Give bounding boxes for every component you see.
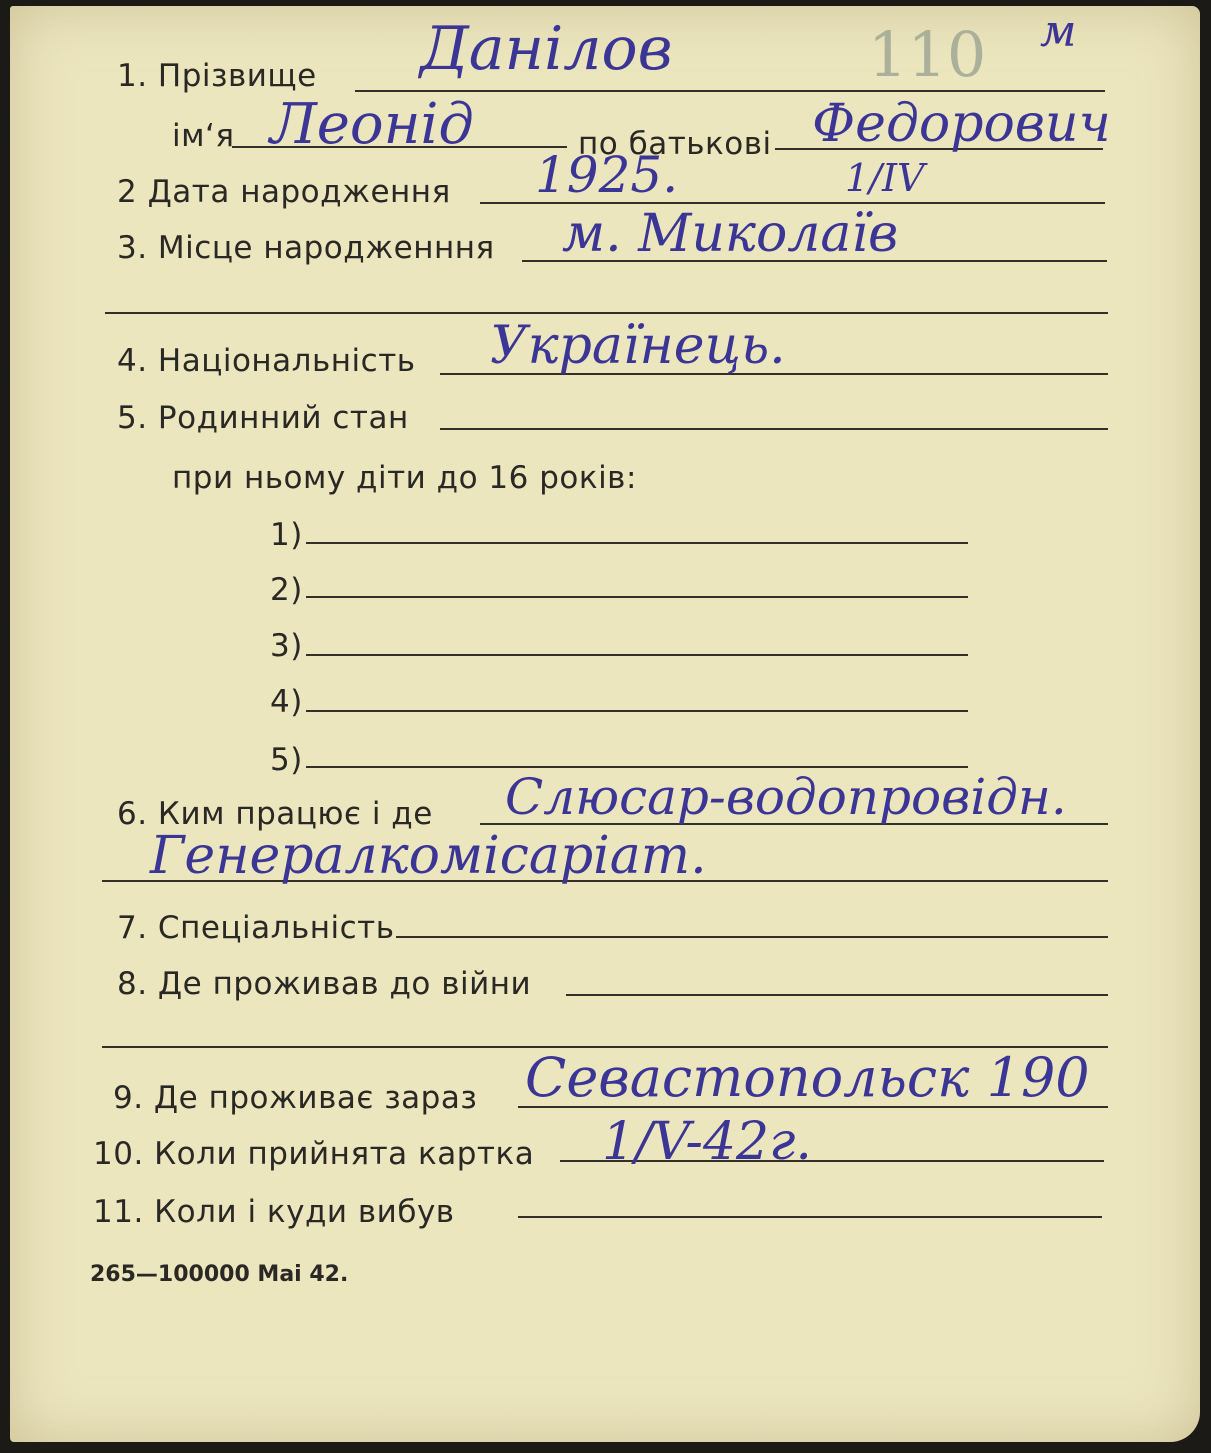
birth-year-value: 1925. <box>535 146 679 204</box>
nationality-label: 4. Національність <box>117 343 416 379</box>
surname-note: м <box>1040 6 1077 57</box>
child-4-line <box>306 710 968 712</box>
birth-day-month-value: 1/IV <box>845 156 925 200</box>
child-5-label: 5) <box>270 742 303 778</box>
nationality-value: Українець. <box>490 316 786 376</box>
patronymic-value: Федорович <box>812 94 1111 154</box>
work-value-line2: Генералкомісаріат. <box>150 826 707 886</box>
child-3-label: 3) <box>270 628 303 664</box>
marital-status-label: 5. Родинний стан <box>117 400 409 436</box>
child-1-label: 1) <box>270 517 303 553</box>
children-header: при ньому діти до 16 років: <box>172 460 637 496</box>
child-2-label: 2) <box>270 572 303 608</box>
marital-status-line <box>440 428 1108 430</box>
child-3-line <box>306 654 968 656</box>
birth-place-line-2 <box>105 312 1108 314</box>
birth-place-value: м. Миколаїв <box>562 204 899 264</box>
current-residence-label: 9. Де проживає зараз <box>113 1080 478 1116</box>
print-footer: 265—100000 Mai 42. <box>90 1262 349 1287</box>
work-label: 6. Ким працює і де <box>117 796 433 832</box>
work-value-line1: Слюсар-водопровідн. <box>505 768 1067 826</box>
child-1-line <box>306 542 968 544</box>
child-2-line <box>306 596 968 598</box>
birth-date-label: 2 Дата народження <box>117 174 451 210</box>
residence-before-war-label: 8. Де проживав до війни <box>117 966 532 1002</box>
child-4-label: 4) <box>270 684 303 720</box>
residence-before-war-line <box>566 994 1108 996</box>
surname-note-grey: 110 <box>868 18 987 91</box>
departure-label: 11. Коли і куди вибув <box>93 1194 455 1230</box>
surname-label: 1. Прізвище <box>117 58 317 94</box>
first-name-value: Леонід <box>270 92 474 157</box>
first-name-label: ім‘я <box>172 118 235 154</box>
surname-value: Данілов <box>420 14 673 84</box>
birth-place-label: 3. Місце народженння <box>117 230 495 266</box>
card-accepted-value: 1/V-42г. <box>602 1112 812 1172</box>
specialty-label: 7. Спеціальність <box>117 910 395 946</box>
patronymic-label: по батькові <box>578 126 772 162</box>
card-accepted-label: 10. Коли прийнята картка <box>93 1136 535 1172</box>
current-residence-value: Севастопольск 190 <box>525 1046 1090 1109</box>
specialty-line <box>396 936 1108 938</box>
departure-line <box>518 1216 1102 1218</box>
